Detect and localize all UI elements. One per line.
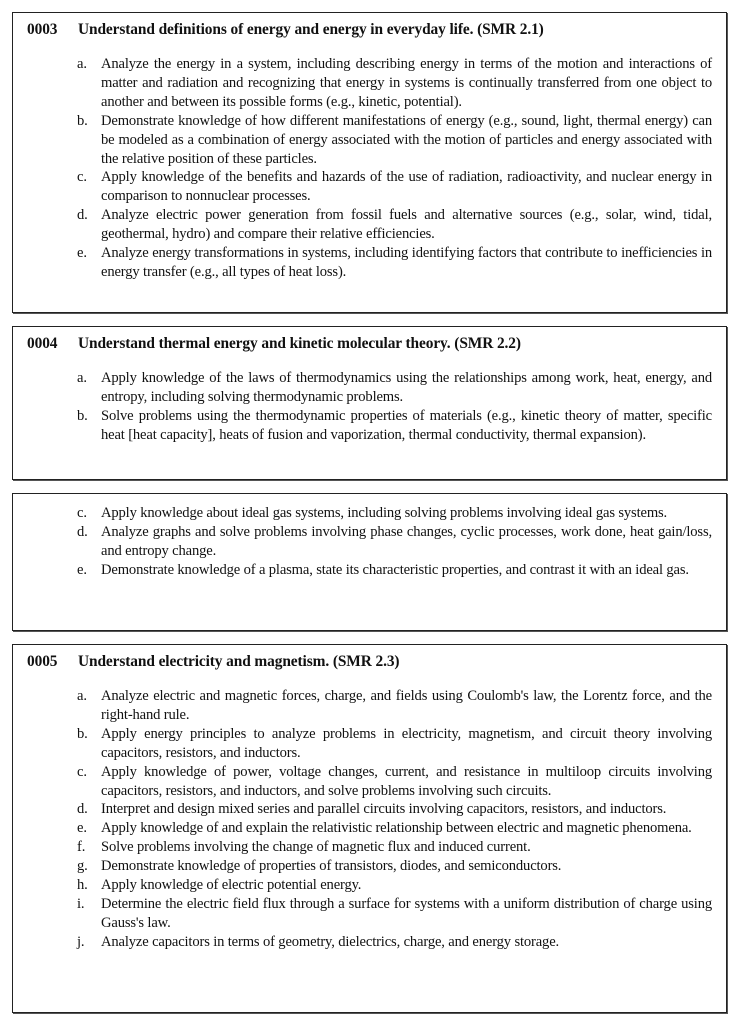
- objective-letter: c.: [77, 763, 87, 780]
- objective-letter: a.: [77, 370, 87, 386]
- objective-item: [73, 933, 712, 952]
- objective-text: Analyze electric and magnetic forces, charge, and fields using Coulomb's law, the Lorentz force, and the right-hand rule.: [101, 688, 712, 723]
- objective-letter: e.: [77, 820, 87, 837]
- competency-code: 0004: [27, 335, 58, 352]
- objective-letter: f.: [77, 839, 86, 856]
- competency-heading: [27, 334, 521, 353]
- objective-text: Determine the electric field flux through a surface for systems with a uniform distribution of charge using Gauss's law.: [101, 895, 712, 931]
- objective-text: Apply knowledge of the laws of thermodynamics using the relationships among work, heat, energy, and entropy, including solving thermodynamic problems.: [101, 370, 712, 405]
- objective-letter: j.: [77, 933, 85, 950]
- objective-list: [73, 55, 712, 282]
- objective-text: Apply energy principles to analyze problems in electricity, magnetism, and circuit theory involving capacitors, resistors, and inductors.: [101, 725, 712, 761]
- competency-heading: [27, 652, 399, 671]
- objective-letter: d.: [77, 207, 88, 224]
- objective-list: [73, 504, 712, 580]
- objective-item: [73, 369, 712, 407]
- objective-letter: c.: [77, 505, 87, 521]
- competency-title: Understand thermal energy and kinetic molecular theory. (SMR 2.2): [78, 335, 521, 352]
- objective-item: [73, 838, 712, 857]
- competency-box-0005: [12, 644, 727, 1013]
- objective-list: [73, 687, 712, 952]
- objective-text: Analyze the energy in a system, including describing energy in terms of the motion and interactions of matter and radiation and recognizing that energy in systems is continually transferred from one object to another and between its possible forms (e.g., kinetic, potential).: [101, 56, 712, 110]
- objective-text: Solve problems involving the change of magnetic flux and induced current.: [101, 839, 531, 856]
- objective-letter: e.: [77, 561, 87, 578]
- objective-text: Solve problems using the thermodynamic properties of materials (e.g., kinetic theory of matter, specific heat [heat capacity], heats of fusion and vaporization, thermal conductivity, thermal expansion).: [101, 407, 712, 443]
- objective-item: [73, 55, 712, 112]
- objective-letter: d.: [77, 523, 88, 540]
- competency-title: Understand electricity and magnetism. (SMR 2.3): [78, 653, 400, 670]
- competency-box-0004: [12, 326, 727, 480]
- objective-list: [73, 369, 712, 445]
- objective-item: [73, 112, 712, 169]
- objective-text: Demonstrate knowledge of properties of transistors, diodes, and semiconductors.: [101, 858, 562, 875]
- objective-letter: a.: [77, 688, 87, 704]
- objective-letter: e.: [77, 245, 87, 262]
- competency-code: 0005: [27, 653, 58, 670]
- objective-item: [73, 800, 712, 819]
- objective-letter: g.: [77, 858, 88, 875]
- objective-item: [73, 895, 712, 933]
- objective-text: Apply knowledge of the benefits and hazards of the use of radiation, radioactivity, and nuclear energy in comparison to nonnuclear processes.: [101, 169, 712, 205]
- objective-text: Apply knowledge of and explain the relativistic relationship between electric and magnetic phenomena.: [101, 820, 692, 837]
- objective-text: Interpret and design mixed series and parallel circuits involving capacitors, resistors, and inductors.: [101, 801, 667, 818]
- objective-letter: b.: [77, 407, 88, 424]
- objective-letter: h.: [77, 877, 88, 894]
- objective-item: [73, 504, 712, 523]
- objective-item: [73, 876, 712, 895]
- competency-box-0003: [12, 12, 727, 313]
- objective-item: [73, 168, 712, 206]
- objective-text: Demonstrate knowledge of a plasma, state its characteristic properties, and contrast it with an ideal gas.: [101, 561, 689, 578]
- objective-item: [73, 244, 712, 282]
- objective-item: [73, 687, 712, 725]
- objective-letter: b.: [77, 725, 88, 742]
- objective-text: Demonstrate knowledge of how different manifestations of energy (e.g., sound, light, thermal energy) can be modeled as a combination of energy associated with the motion of particles and energy associated with the relative position of these particles.: [101, 112, 712, 167]
- objective-item: [73, 407, 712, 445]
- objective-text: Analyze graphs and solve problems involving phase changes, cyclic processes, work done, heat gain/loss, and entropy change.: [101, 523, 712, 559]
- objective-item: [73, 857, 712, 876]
- objective-letter: b.: [77, 112, 88, 129]
- objective-text: Analyze capacitors in terms of geometry, dielectrics, charge, and energy storage.: [101, 933, 560, 950]
- objective-text: Apply knowledge about ideal gas systems, including solving problems involving ideal gas systems.: [101, 505, 668, 521]
- competency-code: 0003: [27, 21, 58, 38]
- objective-letter: d.: [77, 801, 88, 818]
- objective-letter: c.: [77, 169, 87, 186]
- competency-title: Understand definitions of energy and energy in everyday life. (SMR 2.1): [78, 21, 544, 38]
- objective-text: Analyze electric power generation from fossil fuels and alternative sources (e.g., solar, wind, tidal, geothermal, hydro) and compare their relative efficiencies.: [101, 207, 712, 243]
- objective-item: [73, 561, 712, 580]
- objective-item: [73, 763, 712, 801]
- objective-text: Apply knowledge of electric potential energy.: [101, 877, 362, 894]
- competency-heading: [27, 20, 544, 39]
- objective-text: Analyze energy transformations in systems, including identifying factors that contribute to inefficiencies in energy transfer (e.g., all types of heat loss).: [101, 245, 712, 280]
- objective-item: [73, 819, 712, 838]
- objective-item: [73, 206, 712, 244]
- objective-letter: a.: [77, 56, 87, 72]
- objective-item: [73, 523, 712, 561]
- competency-box-0004-continued: [12, 493, 727, 631]
- objective-letter: i.: [77, 895, 85, 912]
- objective-text: Apply knowledge of power, voltage changes, current, and resistance in multiloop circuits involving capacitors, resistors, and inductors, and solve problems involving such circuits.: [101, 763, 712, 799]
- objective-item: [73, 725, 712, 763]
